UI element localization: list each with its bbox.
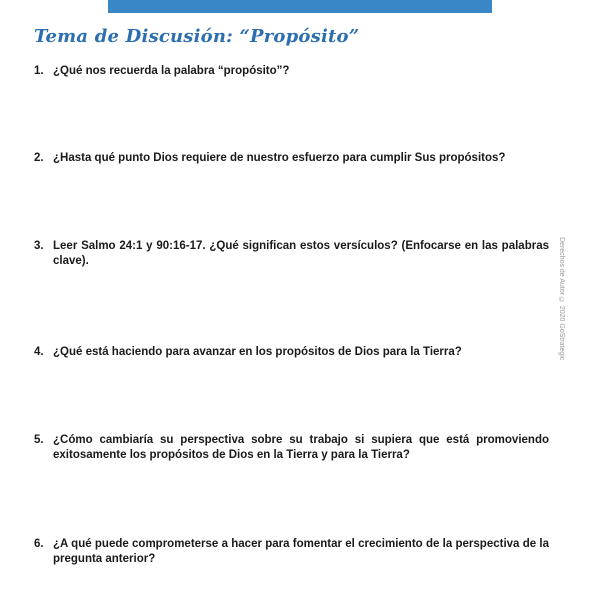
copyright-note: Derechos de Autor © 2020 GoStrategic: [558, 237, 565, 361]
question-text: ¿Hasta qué punto Dios requiere de nuestro esfuerzo para cumplir Sus propósitos?: [53, 152, 506, 164]
question-number: 2.: [34, 152, 44, 164]
question-text: ¿A qué puede comprometerse a hacer para fomentar el crecimiento de la perspectiva de la pregunta anterior?: [53, 538, 549, 565]
question-item: [34, 151, 549, 166]
question-text: ¿Qué está haciendo para avanzar en los propósitos de Dios para la Tierra?: [53, 346, 462, 358]
question-item: [34, 345, 549, 360]
question-text: ¿Cómo cambiaría su perspectiva sobre su trabajo si supiera que está promoviendo exitosamente los propósitos de Dios en la Tierra y para la Tierra?: [53, 434, 549, 461]
question-number: 1.: [34, 65, 44, 77]
question-text: Leer Salmo 24:1 y 90:16-17. ¿Qué significan estos versículos? (Enfocarse en las palabras clave).: [53, 240, 549, 267]
question-item: [34, 537, 549, 567]
question-number: 6.: [34, 538, 44, 550]
page-title: Tema de Discusión: “Propósito”: [34, 26, 360, 47]
question-text: ¿Qué nos recuerda la palabra “propósito”?: [53, 65, 290, 77]
question-number: 3.: [34, 240, 44, 252]
question-item: [34, 239, 549, 269]
question-item: [34, 433, 549, 463]
question-number: 5.: [34, 434, 44, 446]
header-accent-bar: [108, 0, 492, 13]
question-item: [34, 64, 549, 79]
question-number: 4.: [34, 346, 44, 358]
